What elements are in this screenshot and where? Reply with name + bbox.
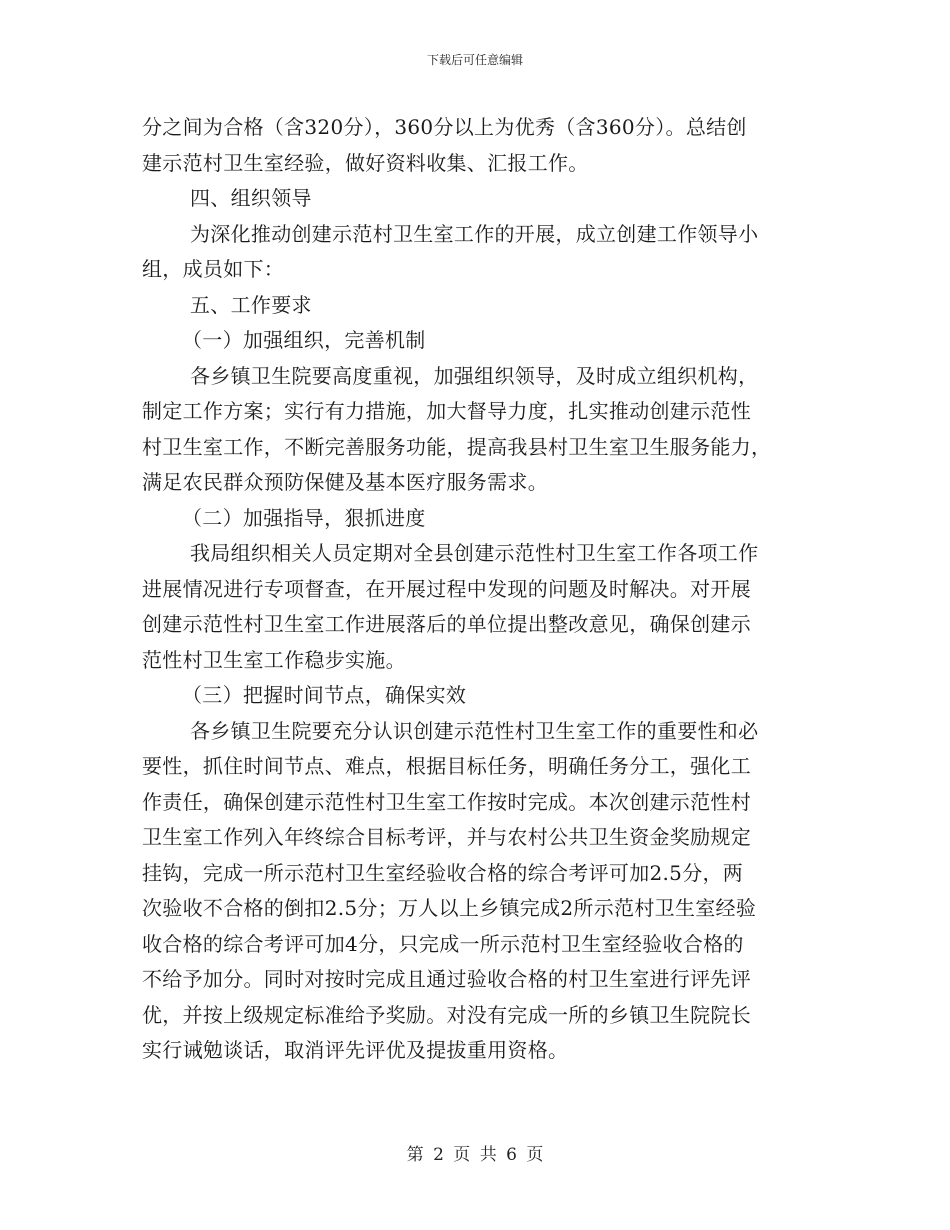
text-line: 满足农民群众预防保健及基本医疗服务需求。 [142,470,548,494]
subsection-heading: （三）把握时间节点，确保实效 [182,683,467,707]
text-line: 进展情况进行专项督查，在开展过程中发现的问题及时解决。对开展 [142,576,751,601]
text-line: 实行诫勉谈话，取消评先评优及提拔重用资格。 [142,1038,569,1062]
text-line: 为深化推动创建示范村卫生室工作的开展，成立创建工作领导小 [190,221,759,246]
text-line: 各乡镇卫生院要充分认识创建示范性村卫生室工作的重要性和必 [190,718,759,743]
text-line: 作责任，确保创建示范性村卫生室工作按时完成。本次创建示范性村 [142,789,751,814]
text-line: 建示范村卫生室经验，做好资料收集、汇报工作。 [142,150,589,175]
text-line: 要性，抓住时间节点、难点，根据目标任务，明确任务分工，强化工 [142,754,751,778]
text-line: 组，成员如下： [142,257,285,281]
text-line: 优，并按上级规定标准给予奖励。对没有完成一所的乡镇卫生院院长 [142,1002,751,1027]
document-body [142,110,814,1069]
text-line: 挂钩，完成一所示范村卫生室经验收合格的综合考评可加2.5分，两 [142,860,744,885]
text-line: 次验收不合格的倒扣2.5分；万人以上乡镇完成2所示范村卫生室经验 [142,896,757,920]
text-line: 范性村卫生室工作稳步实施。 [142,647,406,672]
subsection-heading: （二）加强指导，狠抓进度 [182,505,426,530]
text-line: 创建示范性村卫生室工作进展落后的单位提出整改意见，确保创建示 [142,612,751,636]
text-line: 村卫生室工作，不断完善服务功能，提高我县村卫生室卫生服务能力， [142,434,772,459]
text-line: 分之间为合格（含320分），360分以上为优秀（含360分）。总结创 [142,115,747,139]
page-number: 第 2 页 共 6 页 [406,1145,544,1165]
section-heading: 五、工作要求 [190,292,312,317]
subsection-heading: （一）加强组织，完善机制 [182,328,426,352]
text-line: 不给予加分。同时对按时完成且通过验收合格的村卫生室进行评先评 [142,967,751,991]
text-line: 我局组织相关人员定期对全县创建示范性村卫生室工作各项工作 [190,541,759,565]
text-line: 收合格的综合考评可加4分，只完成一所示范村卫生室经验收合格的 [142,931,744,956]
page-header: 下载后可任意编辑 [426,53,523,67]
text-line: 各乡镇卫生院要高度重视，加强组织领导，及时成立组织机构， [190,363,759,388]
text-line: 卫生室工作列入年终综合目标考评，并与农村公共卫生资金奖励规定 [142,825,751,849]
text-line: 制定工作方案；实行有力措施，加大督导力度，扎实推动创建示范性 [142,399,751,423]
section-heading: 四、组织领导 [190,186,312,210]
